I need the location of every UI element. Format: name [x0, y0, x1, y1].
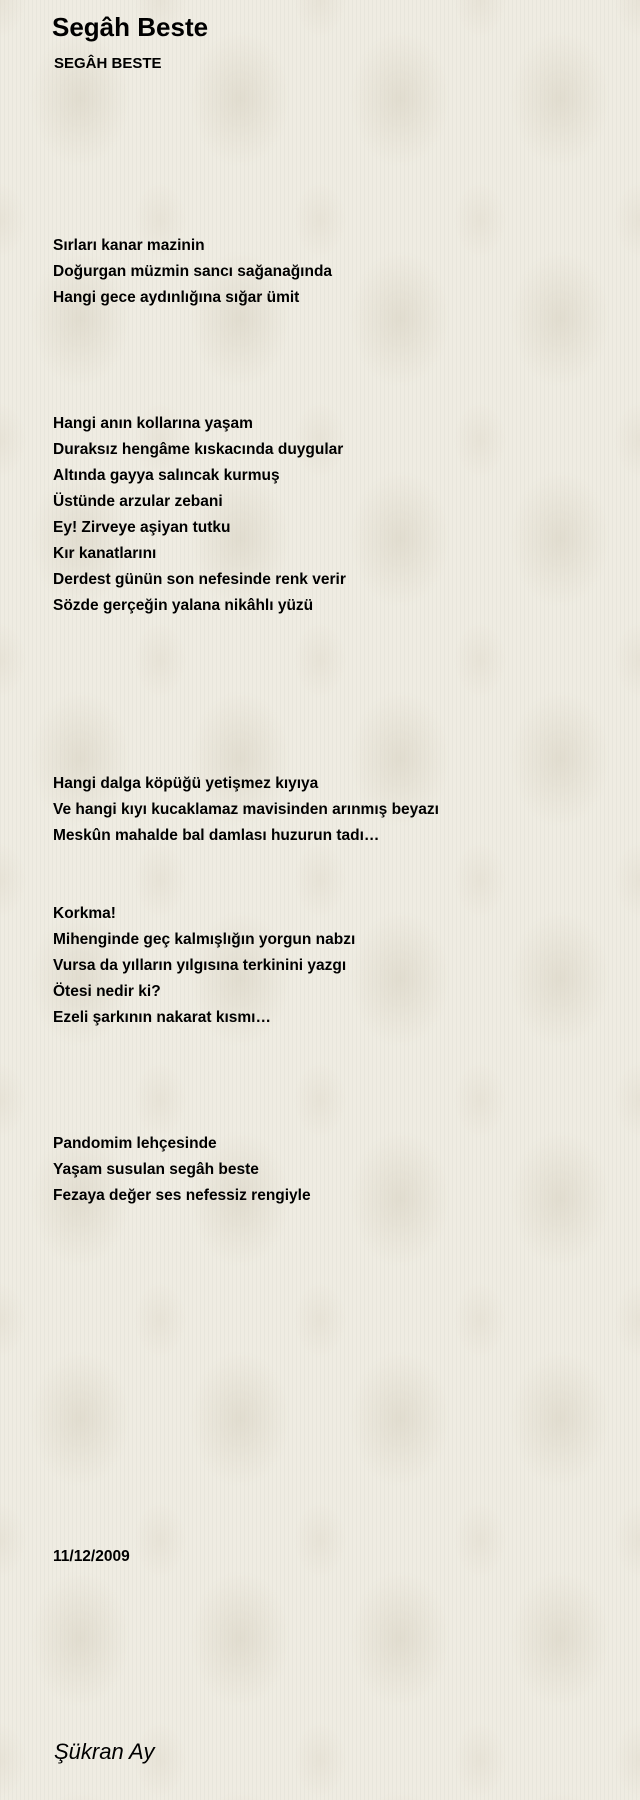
poem-line: Pandomim lehçesinde	[53, 1135, 217, 1152]
poem-title: Segâh Beste	[52, 12, 209, 42]
poem-line: Hangi dalga köpüğü yetişmez kıyıya	[53, 775, 319, 792]
poem-line: Meskûn mahalde bal damlası huzurun tadı…	[53, 827, 380, 844]
poem-line: Yaşam susulan segâh beste	[53, 1161, 259, 1178]
poem-line: Duraksız hengâme kıskacında duygular	[53, 441, 344, 458]
poem-line: Ve hangi kıyı kucaklamaz mavisinden arınmış beyazı	[53, 801, 439, 818]
stanza-2	[53, 411, 346, 619]
poem-line: Vursa da yılların yılgısına terkinini yazgı	[53, 957, 347, 974]
poem-line: Mihenginde geç kalmışlığın yorgun nabzı	[53, 931, 356, 948]
poem-subtitle: SEGÂH BESTE	[54, 55, 162, 72]
stanza-3	[53, 771, 439, 849]
poem-line: Ey! Zirveye aşiyan tutku	[53, 519, 231, 536]
poem-line: Hangi gece aydınlığına sığar ümit	[53, 289, 300, 306]
poem-line: Fezaya değer ses nefessiz rengiyle	[53, 1187, 311, 1204]
poem-line: Ötesi nedir ki?	[53, 983, 161, 1000]
poem-line: Sözde gerçeğin yalana nikâhlı yüzü	[53, 597, 314, 614]
stanza-4	[53, 901, 355, 1031]
poem-line: Derdest günün son nefesinde renk verir	[53, 571, 346, 588]
stanza-5	[53, 1131, 311, 1209]
stanza-1	[53, 233, 332, 311]
poem-line: Altında gayya salıncak kurmuş	[53, 467, 280, 484]
poem-date: 11/12/2009	[53, 1548, 130, 1565]
poem-line: Sırları kanar mazinin	[53, 237, 205, 254]
poet-name: Şükran Ay	[54, 1739, 155, 1764]
poem-line: Hangi anın kollarına yaşam	[53, 415, 253, 432]
poem-line: Doğurgan müzmin sancı sağanağında	[53, 263, 333, 280]
poem-line: Korkma!	[53, 905, 116, 922]
poem-line: Ezeli şarkının nakarat kısmı…	[53, 1009, 271, 1026]
poem-line: Üstünde arzular zebani	[53, 493, 223, 510]
poem-line: Kır kanatlarını	[53, 545, 157, 562]
